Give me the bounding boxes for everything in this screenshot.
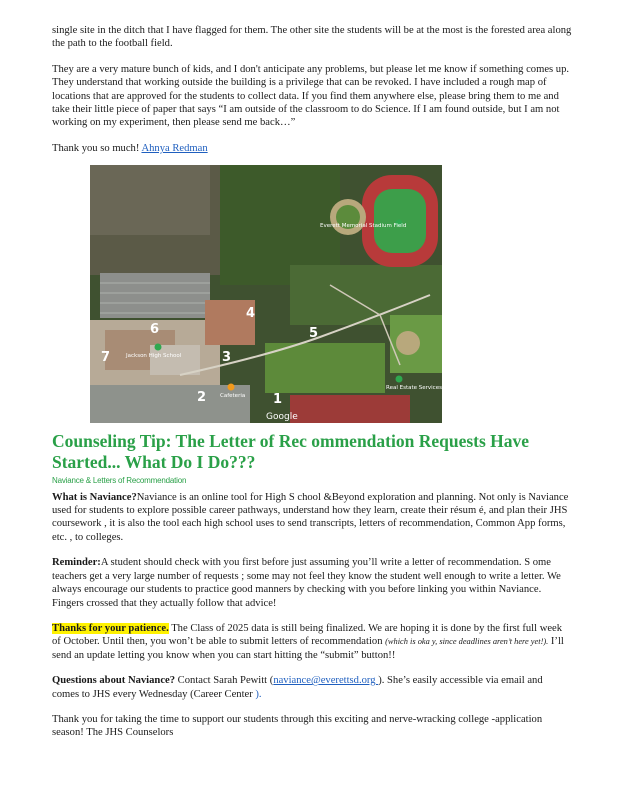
- questions-heading: Questions about Naviance?: [52, 675, 176, 687]
- reminder-paragraph: [52, 556, 572, 610]
- questions-paragraph: [52, 674, 572, 701]
- thanks-line: [52, 142, 572, 155]
- signature-link[interactable]: Ahnya Redman: [141, 142, 208, 154]
- patience-body-1: The Class of 2025 data is still being finalized. We are hoping it is done by the first full week of October. Until then, you won’t be able to submit letters of recommendation: [52, 622, 563, 648]
- map-label-cafeteria: Cafeteria: [220, 393, 246, 400]
- reminder-body: A student should check with you first before just assuming you’ll write a letter of recommendation. S ome teachers get a very large number of requests ; some may not feel they know the student well enough to write a letter. We always encourage our students to practice good manners by checking with you before linking you within Naviance. Fingers crossed that they actually follow that advice!: [52, 557, 561, 609]
- patience-body-2: I’ll send an update letting you know when you can start hitting the “submit” button!!: [52, 636, 564, 661]
- intro-paragraph-1: single site in the ditch that I have flagged for them. The other site the students will be at the most is the forested area along the path to the football field.: [52, 25, 572, 50]
- thanks-text: Thank you so much!: [52, 142, 142, 154]
- questions-body-1: Contact Sarah Pewitt (: [175, 675, 274, 687]
- naviance-paragraph: [52, 491, 572, 545]
- map-pin-cafeteria: [228, 384, 235, 391]
- closing-paragraph: Thank you for taking the time to support our students through this exciting and nerve-wracking college -application season! The JHS Counselors: [52, 713, 543, 739]
- naviance-heading: What is Naviance?: [52, 491, 137, 503]
- map-marker-3: 3: [222, 350, 232, 366]
- map-google-logo: Google: [266, 412, 298, 423]
- counseling-tip-title: Counseling Tip: The Letter of Rec ommendation Requests Have Started... What Do I Do???: [52, 431, 530, 473]
- map-marker-2: 2: [197, 390, 207, 406]
- map-label-school: Jackson High School: [126, 353, 182, 360]
- document-page: [52, 24, 572, 752]
- questions-body-3: ).: [255, 688, 262, 700]
- satellite-map: [90, 165, 442, 423]
- patience-heading: Thanks for your patience.: [52, 622, 169, 634]
- map-pin-school: [155, 344, 162, 351]
- patience-note: (which is oka y, since deadlines aren’t here yet!).: [385, 637, 549, 647]
- intro-paragraph-2: They are a very mature bunch of kids, and I don't anticipate any problems, but please let me know if something comes up. They understand that working outside the building is a privilege that can be revoked. I have included a rough map of locations that are approved for the students to collect data. If you find them anywhere else, please bring them to me and take their little piece of paper that says “I am outside of the classroom to do Science. If I am found outside, but I am not working on my experiment, then please send me back…”: [52, 63, 570, 129]
- patience-paragraph: [52, 622, 572, 662]
- map-marker-7: 7: [101, 350, 111, 366]
- map-marker-4: 4: [246, 306, 256, 322]
- map-marker-5: 5: [309, 326, 319, 342]
- counseling-tip-subtitle: Naviance & Letters of Recommendation: [52, 476, 187, 486]
- naviance-body: Naviance is an online tool for High S chool &Beyond exploration and planning. Not only is Naviance used for students to explore possible career pathways, understand how they learn, create their résum é, and plan their JHS coursework , it is also the tool each high school uses to send transcripts, letters of recommendation, Common App forms, etc. , to colleges.: [52, 491, 569, 543]
- questions-body-2: ). She’s easily accessible via email and comes to JHS every Wednesday (Career Center: [52, 675, 543, 700]
- map-pin-realestate: [396, 376, 403, 383]
- map-label-realestate: Real Estate Services: [386, 385, 442, 392]
- reminder-heading: Reminder:: [52, 557, 101, 569]
- naviance-email-link[interactable]: naviance@everettsd.org: [273, 675, 379, 687]
- map-label-field: Everett Memorial Stadium Field: [320, 223, 407, 230]
- map-marker-6: 6: [150, 322, 160, 338]
- map-marker-1: 1: [273, 392, 283, 408]
